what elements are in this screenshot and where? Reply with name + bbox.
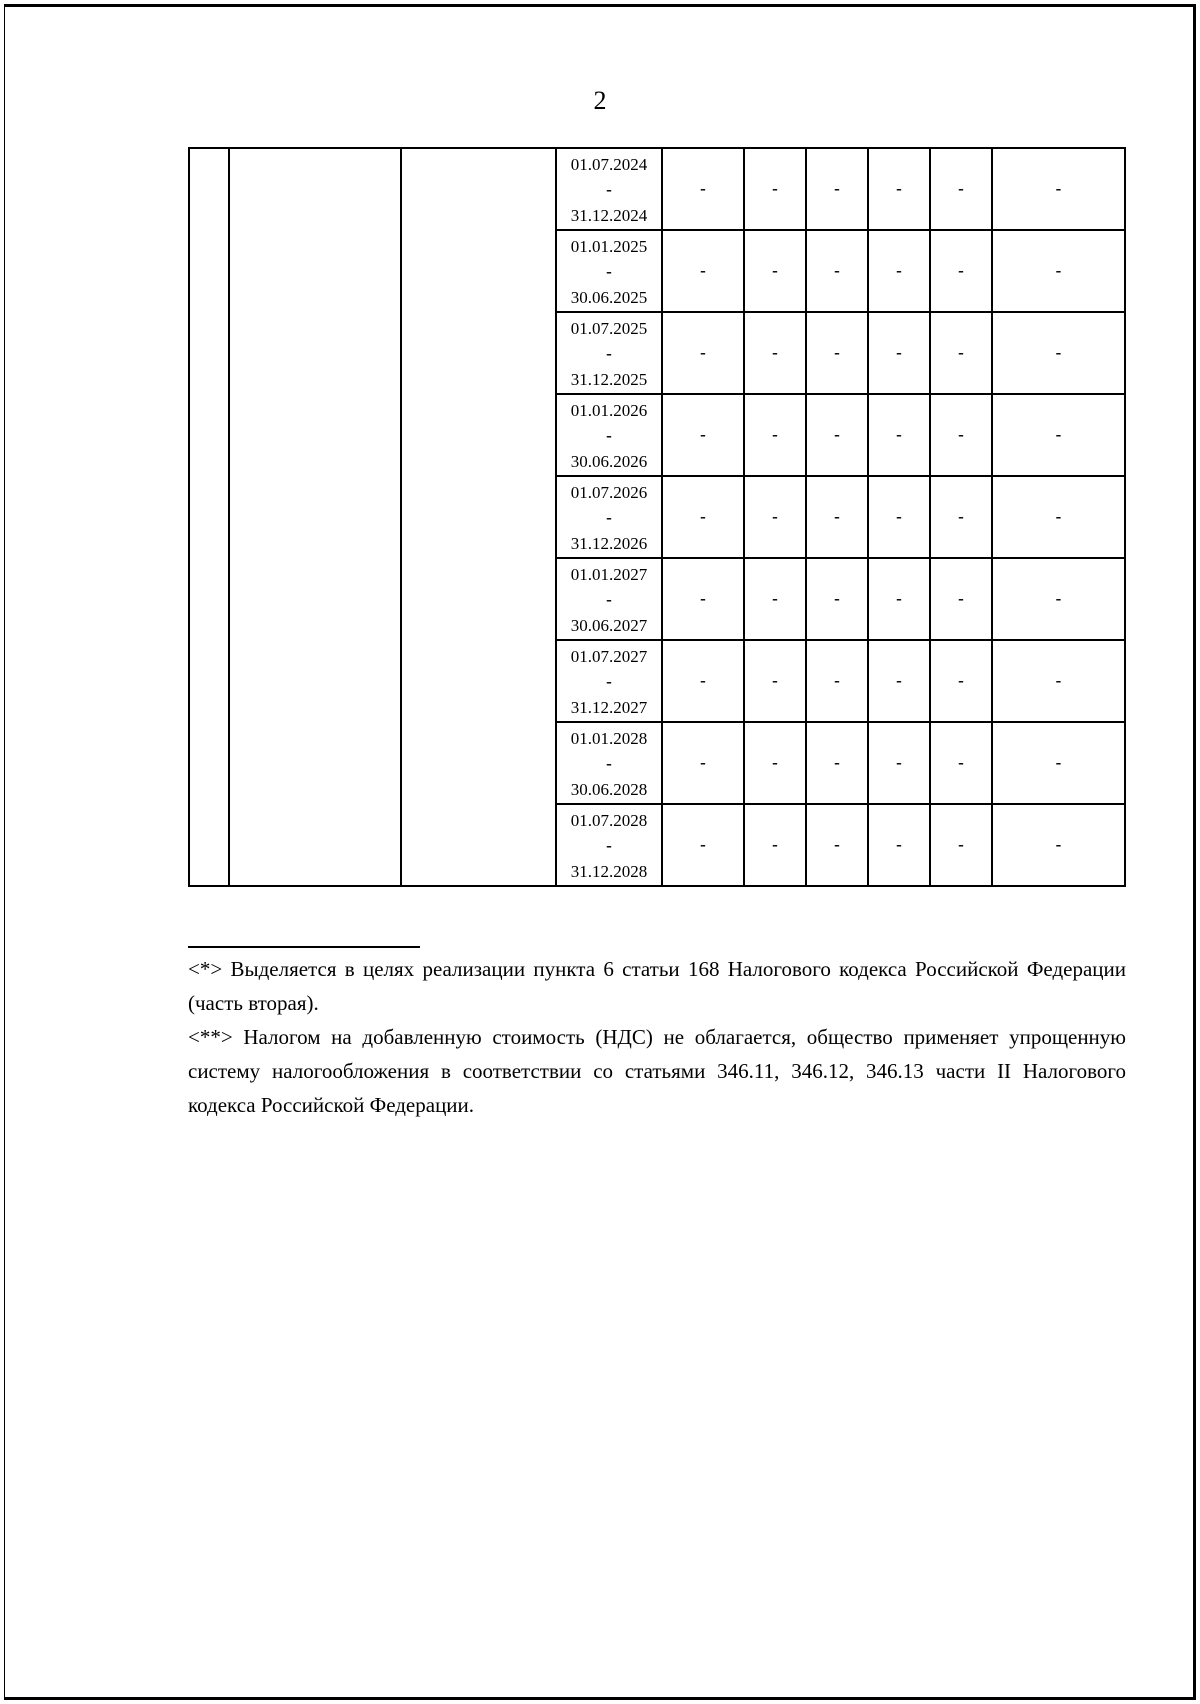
period-end: 30.06.2027 (570, 616, 648, 635)
value-cell: - (868, 722, 930, 804)
period-separator: - (606, 836, 612, 856)
value-cell: - (868, 394, 930, 476)
period-cell (556, 558, 662, 640)
period-cell (556, 312, 662, 394)
period-cell (556, 640, 662, 722)
value-cell: - (868, 148, 930, 230)
value-cell: - (930, 312, 992, 394)
period-end: 30.06.2025 (570, 288, 648, 307)
value-cell: - (930, 476, 992, 558)
period-start: 01.01.2028 (570, 729, 648, 748)
value-cell: - (744, 312, 806, 394)
value-cell: - (662, 722, 744, 804)
period-start: 01.07.2027 (570, 647, 648, 666)
value-cell: - (806, 476, 868, 558)
value-cell: - (806, 804, 868, 886)
value-cell: - (806, 640, 868, 722)
value-cell: - (930, 558, 992, 640)
value-cell: - (930, 230, 992, 312)
organization-cell (229, 148, 401, 886)
value-cell: - (992, 476, 1125, 558)
period-separator: - (606, 754, 612, 774)
value-cell: - (744, 804, 806, 886)
value-cell: - (806, 148, 868, 230)
value-cell: - (868, 804, 930, 886)
period-end: 31.12.2024 (570, 206, 648, 225)
table-row (189, 148, 1125, 230)
value-cell: - (868, 230, 930, 312)
value-cell: - (930, 722, 992, 804)
period-start: 01.01.2025 (570, 237, 648, 256)
value-cell: - (992, 312, 1125, 394)
value-cell: - (992, 558, 1125, 640)
period-cell (556, 476, 662, 558)
value-cell: - (744, 640, 806, 722)
period-separator: - (606, 672, 612, 692)
value-cell: - (992, 804, 1125, 886)
period-end: 31.12.2025 (570, 370, 648, 389)
period-end: 31.12.2028 (570, 862, 648, 881)
value-cell: - (992, 230, 1125, 312)
value-cell: - (930, 640, 992, 722)
period-end: 30.06.2028 (570, 780, 648, 799)
period-end: 30.06.2026 (570, 452, 648, 471)
value-cell: - (662, 804, 744, 886)
period-start: 01.01.2027 (570, 565, 648, 584)
period-separator: - (606, 344, 612, 364)
value-cell: - (806, 230, 868, 312)
tariff-table (188, 147, 1126, 887)
value-cell: - (930, 148, 992, 230)
value-cell: - (868, 476, 930, 558)
value-cell: - (662, 312, 744, 394)
period-start: 01.07.2024 (570, 155, 648, 174)
period-start: 01.01.2026 (570, 401, 648, 420)
footnote-vat-allocation: <*> Выделяется в целях реализации пункта 6 статьи 168 Налогового кодекса Российской Федерации (часть вторая). (188, 957, 1126, 1015)
value-cell: - (806, 312, 868, 394)
value-cell: - (868, 312, 930, 394)
period-cell (556, 722, 662, 804)
table-body (189, 148, 1125, 886)
period-separator: - (606, 180, 612, 200)
period-cell (556, 394, 662, 476)
tariff-group-cell (401, 148, 556, 886)
value-cell: - (744, 148, 806, 230)
value-cell: - (930, 394, 992, 476)
period-separator: - (606, 590, 612, 610)
value-cell: - (992, 722, 1125, 804)
period-separator: - (606, 426, 612, 446)
period-cell (556, 230, 662, 312)
value-cell: - (930, 804, 992, 886)
page-number: 2 (593, 86, 607, 115)
period-end: 31.12.2026 (570, 534, 648, 553)
value-cell: - (806, 722, 868, 804)
value-cell: - (662, 230, 744, 312)
value-cell: - (662, 148, 744, 230)
value-cell: - (992, 148, 1125, 230)
value-cell: - (868, 640, 930, 722)
period-separator: - (606, 262, 612, 282)
period-start: 01.07.2028 (570, 811, 648, 830)
footnote-vat-exempt: <**> Налогом на добавленную стоимость (НДС) не облагается, общество применяет упрощенную систему налогообложения в соответствии со статьями 346.11, 346.12, 346.13 части II Налогового кодекса Российской Федерации. (188, 1025, 1126, 1117)
period-separator: - (606, 508, 612, 528)
value-cell: - (992, 640, 1125, 722)
value-cell: - (806, 394, 868, 476)
value-cell: - (744, 476, 806, 558)
value-cell: - (744, 394, 806, 476)
period-cell (556, 804, 662, 886)
value-cell: - (806, 558, 868, 640)
value-cell: - (662, 394, 744, 476)
value-cell: - (662, 558, 744, 640)
value-cell: - (662, 476, 744, 558)
period-cell (556, 148, 662, 230)
value-cell: - (744, 558, 806, 640)
period-start: 01.07.2026 (570, 483, 648, 502)
value-cell: - (744, 230, 806, 312)
value-cell: - (744, 722, 806, 804)
row-number-cell (189, 148, 229, 886)
period-start: 01.07.2025 (570, 319, 648, 338)
value-cell: - (868, 558, 930, 640)
footnotes (188, 946, 1126, 1122)
value-cell: - (992, 394, 1125, 476)
value-cell: - (662, 640, 744, 722)
period-end: 31.12.2027 (570, 698, 648, 717)
